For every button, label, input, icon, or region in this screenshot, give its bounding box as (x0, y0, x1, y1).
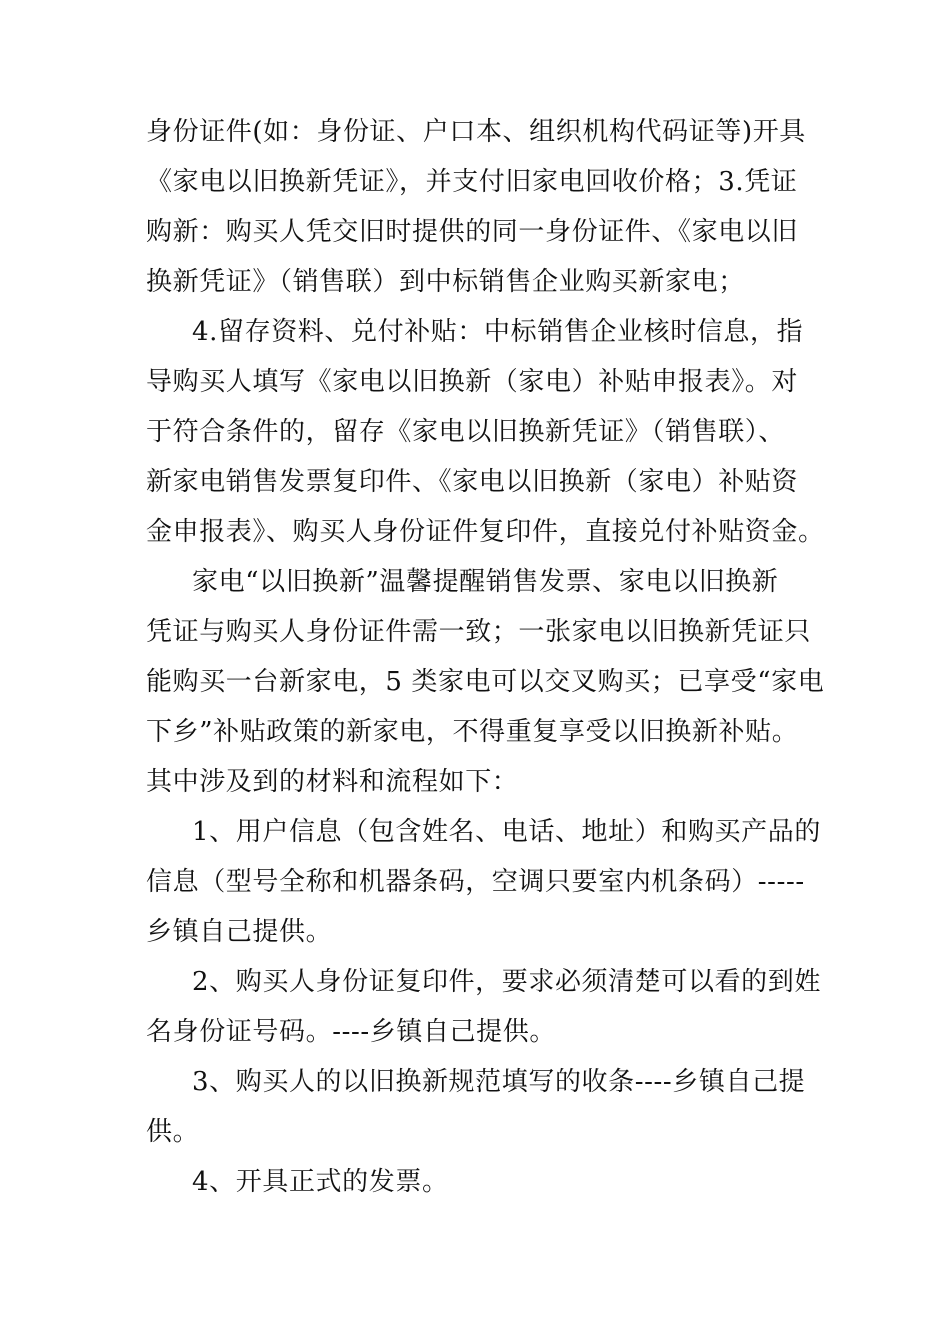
text-line: 换新凭证》（销售联）到中标销售企业购买新家电； (146, 267, 745, 297)
text-line: 导购买人填写《家电以旧换新（家电）补贴申报表》。对 (146, 367, 799, 397)
text-line: 购新：购买人凭交旧时提供的同一身份证件、《家电以旧 (146, 217, 799, 247)
text-line: 乡镇自己提供。 (146, 917, 333, 947)
text-line: 《家电以旧换新凭证》，并支付旧家电回收价格；3.凭证 (146, 167, 798, 197)
text-line: 家电“以旧换新”温馨提醒销售发票、家电以旧换新 (192, 567, 779, 597)
text-line: 下乡”补贴政策的新家电，不得重复享受以旧换新补贴。 (146, 717, 799, 747)
text-line: 名身份证号码。----乡镇自己提供。 (146, 1017, 556, 1047)
text-line: 凭证与购买人身份证件需一致；一张家电以旧换新凭证只 (146, 617, 812, 647)
text-line: 2、购买人身份证复印件，要求必须清楚可以看的到姓 (192, 967, 821, 997)
text-line: 4.留存资料、兑付补贴：中标销售企业核时信息，指 (192, 317, 804, 347)
text-line: 供。 (146, 1117, 200, 1147)
text-line: 3、购买人的以旧换新规范填写的收条----乡镇自己提 (192, 1067, 806, 1097)
text-line: 1、用户信息（包含姓名、电话、地址）和购买产品的 (192, 817, 821, 847)
text-line: 新家电销售发票复印件、《家电以旧换新（家电）补贴资 (146, 467, 799, 497)
text-line: 信息（型号全称和机器条码，空调只要室内机条码）----- (146, 867, 805, 897)
text-line: 身份证件(如：身份证、户口本、组织机构代码证等)开具 (146, 117, 806, 147)
text-line: 4、开具正式的发票。 (192, 1167, 449, 1197)
text-line: 金申报表》、购买人身份证件复印件，直接兑付补贴资金。 (146, 517, 825, 547)
text-line: 其中涉及到的材料和流程如下： (146, 767, 519, 797)
text-line: 能购买一台新家电，5 类家电可以交叉购买；已享受“家电 (146, 667, 825, 697)
text-line: 于符合条件的，留存《家电以旧换新凭证》（销售联）、 (146, 417, 786, 447)
